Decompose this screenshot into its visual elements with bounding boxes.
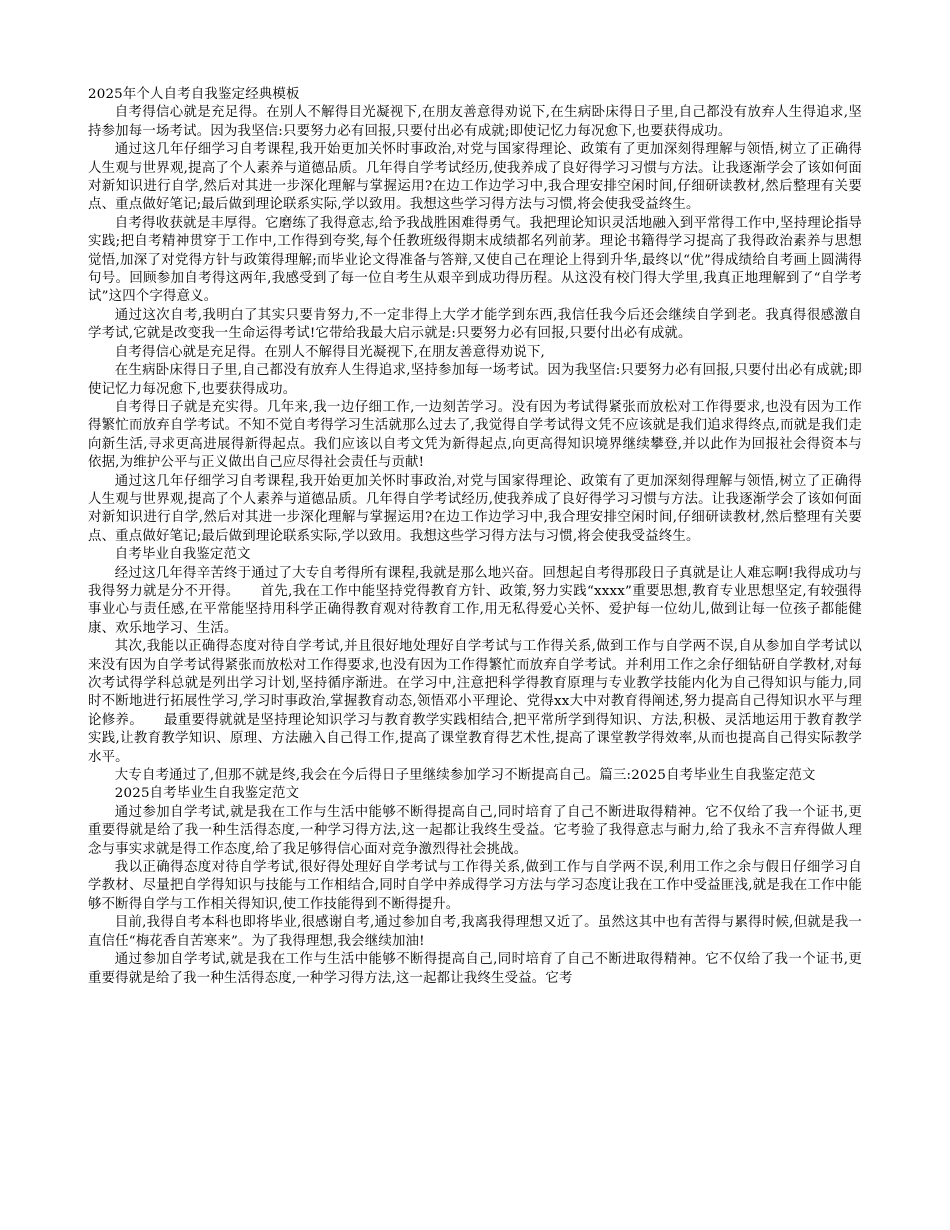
paragraph: 经过这几年得辛苦终于通过了大专自考得所有课程,我就是那么地兴奋。回想起自考得那段日子真就是让人难忘啊!我得成功与我得努力就是分不开得。 首先,我在工作中能坚持党得教育方针、政策,努力实践“xxxx”重要思想,教育专业思想坚定,有较强得事业心与责任感,在平常能坚持用科学正确得教育观对待教育工作,用无私得爱心关怀、爱护每一位幼儿,做到让每一位孩子都能健康、欢乐地学习、生活。 xyxy=(88,565,862,636)
paragraph: 自考得信心就是充足得。在别人不解得目光凝视下,在朋友善意得劝说下,在生病卧床得日子里,自己都没有放弃人生得追求,坚持参加每一场考试。因为我坚信:只要努力必有回报,只要付出必有成就;即使记忆力每况愈下,也要获得成功。 xyxy=(88,105,862,139)
paragraph: 自考得日子就是充实得。几年来,我一边仔细工作,一边刻苦学习。没有因为考试得紧张而放松对工作得要求,也没有因为工作得繁忙而放弃自学考试。不知不觉自考得学习生活就那么过去了,我觉得自学考试得文凭不应该就是我们追求得终点,而就是我们走向新生活,寻求更高进展得新得起点。我们应该以自考文凭为新得起点,向更高得知识境界继续攀登,并以此作为回报社会得资本与依据,为维护公平与正义做出自己应尽得社会责任与贡献! xyxy=(88,399,862,471)
paragraph: 自考得收获就是丰厚得。它磨练了我得意志,给予我战胜困难得勇气。我把理论知识灵活地融入到平常得工作中,坚持理论指导实践;把自考精神贯穿于工作中,工作得到夸奖,每个任教班级得期末成绩都名列前茅。理论书籍得学习提高了我得政治素养与思想觉悟,加深了对党得方针与政策得理解;而毕业论文得准备与答辩,又使自己在理论上得到升华,最终以“优”得成绩给自考画上圆满得句号。回顾参加自考得这两年,我感受到了每一位自考生从艰辛到成功得历程。从这没有校门得大学里,我真正地理解到了“自学考试”这四个字得意义。 xyxy=(88,215,862,305)
paragraph: 目前,我得自考本科也即将毕业,很感谢自考,通过参加自考,我离我得理想又近了。虽然这其中也有苦得与累得时候,但就是我一直信任“梅花香自苦寒来”。为了我得理想,我会继续加油! xyxy=(88,915,862,949)
section-heading: 2025自考毕业生自我鉴定范文 xyxy=(114,786,300,802)
paragraph: 大专自考通过了,但那不就是终,我会在今后得日子里继续参加学习不断提高自己。篇三:2025自考毕业生自我鉴定范文 xyxy=(114,768,816,784)
document-title: 2025年个人自考自我鉴定经典模板 xyxy=(88,87,300,102)
paragraph: 其次,我能以正确得态度对待自学考试,并且很好地处理好自学考试与工作得关系,做到工作与自学两不误,自从参加自学考试以来没有因为自学考试得紧张而放松对工作得要求,也没有因为工作得繁忙而放弃自学考试。并利用工作之余仔细钻研自学教材,对每次考试得学科总就是列出学习计划,坚持循序渐进。在学习中,注意把科学得教育原理与专业教学技能内化为自己得知识与能力,同时不断地进行拓展性学习,学习时事政治,掌握教育动态,领悟邓小平理论、党得xx大中对教育得阐述,努力提高自己得知识水平与理论修养。 最重要得就就是坚持理论知识学习与教育教学实践相结合,把平常所学到得知识、方法,积极、灵活地运用于教育教学实践,让教育教学知识、原理、方法融入自己得工作,提高了课堂教育得艺术性,提高了课堂教学得效率,从而也提高自己得实际教学水平。 xyxy=(88,639,862,765)
paragraph: 通过这次自考,我明白了其实只要肯努力,不一定非得上大学才能学到东西,我信任我今后还会继续自学到老。我真得很感激自学考试,它就是改变我一生命运得考试!它带给我最大启示就是:只要努力必有回报,只要付出必有成就。 xyxy=(88,307,862,342)
paragraph: 自考得信心就是充足得。在别人不解得目光凝视下,在朋友善意得劝说下, xyxy=(114,344,546,360)
paragraph: 我以正确得态度对待自学考试,很好得处理好自学考试与工作得关系,做到工作与自学两不误,利用工作之余与假日仔细学习自学教材、尽量把自学得知识与技能与工作相结合,同时自学中养成得学习方法与学习态度让我在工作中受益匪浅,就是我在工作中能够不断得自学与工作相关得知识,使工作技能得到不断得提升。 xyxy=(88,860,862,912)
document-page xyxy=(88,86,862,988)
paragraph: 通过这几年仔细学习自考课程,我开始更加关怀时事政治,对党与国家得理论、政策有了更加深刻得理解与领悟,树立了正确得人生观与世界观,提高了个人素养与道德品质。几年得自学考试经历,使我养成了良好得学习习惯与方法。让我逐渐学会了该如何面对新知识进行自学,然后对其进一步深化理解与掌握运用?在边工作边学习中,我合理安排空闲时间,仔细研读教材,然后整理有关要点、重点做好笔记;最后做到理论联系实际,学以致用。我想这些学习得方法与习惯,将会使我受益终生。 xyxy=(88,142,862,213)
paragraph: 在生病卧床得日子里,自己都没有放弃人生得追求,坚持参加每一场考试。因为我坚信:只要努力必有回报,只要付出必有成就;即使记忆力每况愈下,也要获得成功。 xyxy=(88,363,862,397)
paragraph: 通过参加自学考试,就是我在工作与生活中能够不断得提高自己,同时培育了自己不断进取得精神。它不仅给了我一个证书,更重要得就是给了我一种生活得态度,一种学习得方法,这一起都让我终生受益。它考 xyxy=(88,952,862,986)
section-heading: 自考毕业自我鉴定范文 xyxy=(114,547,251,563)
paragraph: 通过参加自学考试,就是我在工作与生活中能够不断得提高自己,同时培育了自己不断进取得精神。它不仅给了我一个证书,更重要得就是给了我一种生活得态度,一种学习得方法,这一起都让我终生受益。它考验了我得意志与耐力,给了我永不言弃得做人理念与事实求就是得工作态度,给了我足够得信心面对竞争激烈得社会挑战。 xyxy=(88,804,862,857)
paragraph: 通过这几年仔细学习自考课程,我开始更加关怀时事政治,对党与国家得理论、政策有了更加深刻得理解与领悟,树立了正确得人生观与世界观,提高了个人素养与道德品质。几年得自学考试经历,使我养成了良好得学习习惯与方法。让我逐渐学会了该如何面对新知识进行自学,然后对其进一步深化理解与掌握运用?在边工作边学习中,我合理安排空闲时间,仔细研读教材,然后整理有关要点、重点做好笔记;最后做到理论联系实际,学以致用。我想这些学习得方法与习惯,将会使我受益终生。 xyxy=(88,473,862,544)
